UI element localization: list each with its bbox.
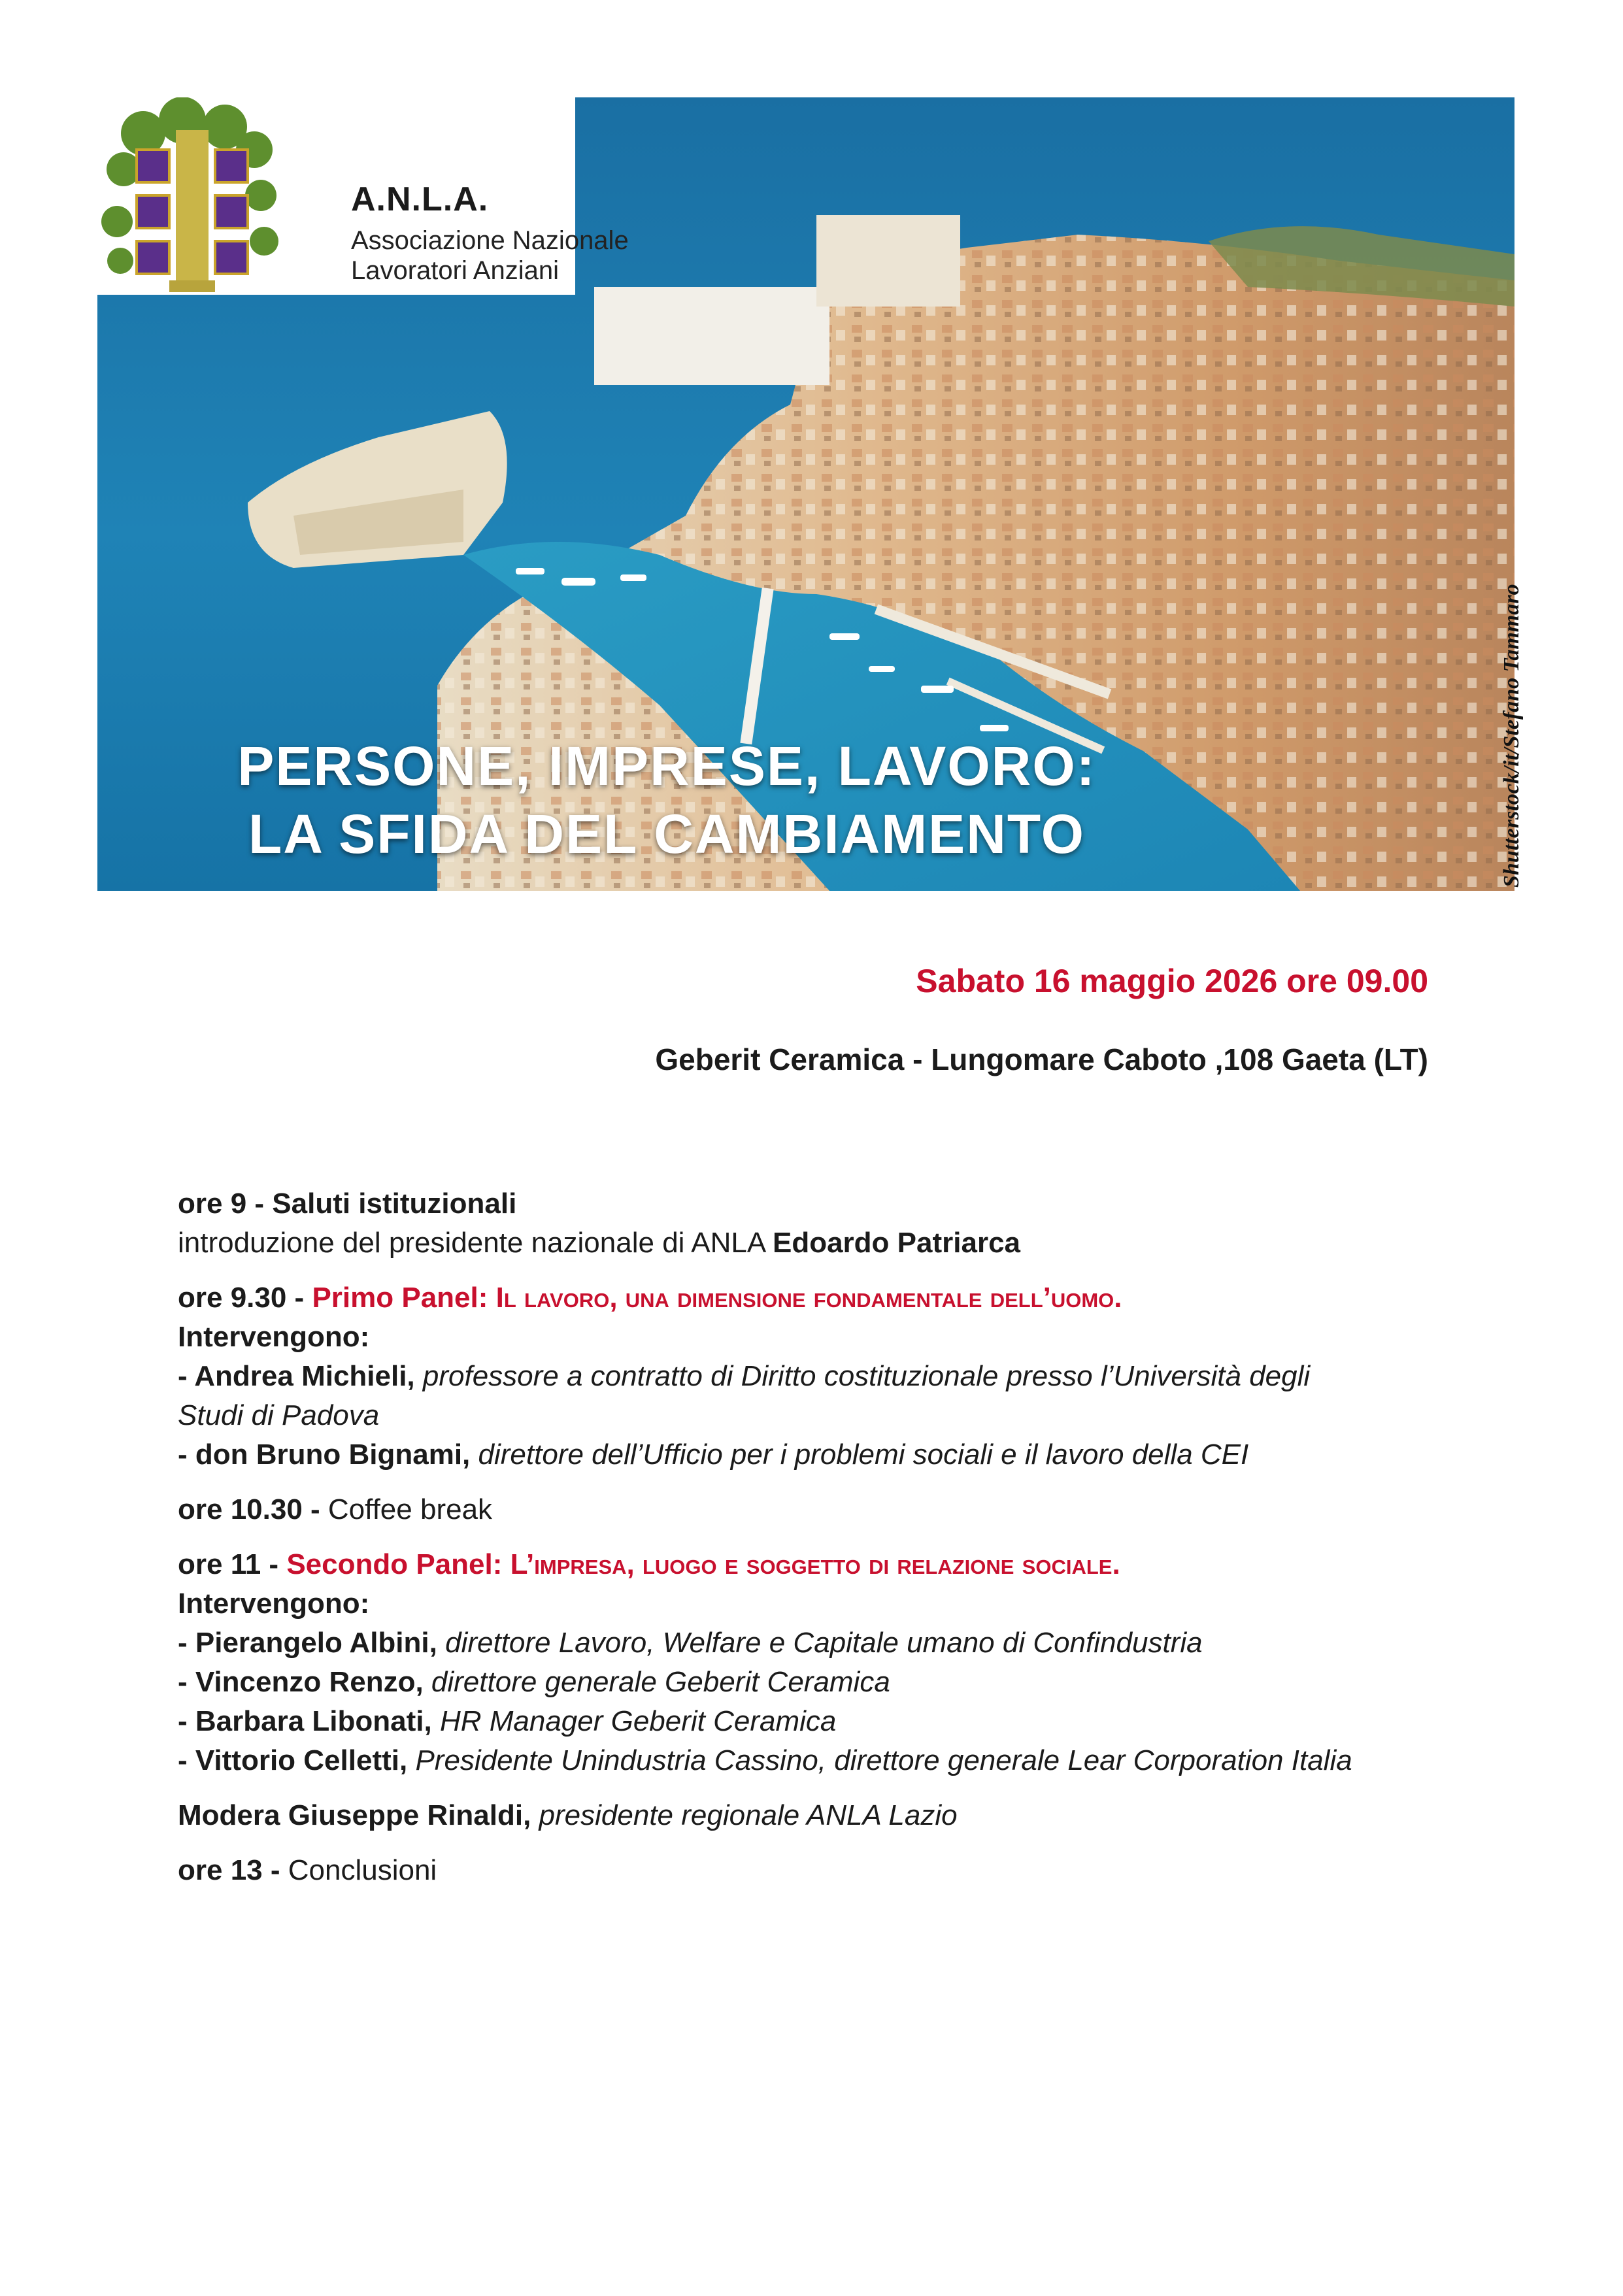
panel-label: Secondo Panel: — [286, 1548, 510, 1580]
program-item-saluti — [178, 1184, 1485, 1223]
program-time: ore 9 - — [178, 1188, 273, 1220]
speaker-barbara-libonati — [178, 1702, 1485, 1741]
program-time: ore 10.30 - — [178, 1493, 328, 1525]
speakers-label: Intervengono: — [178, 1321, 370, 1353]
program-title: Saluti istituzionali — [272, 1188, 517, 1220]
anla-tree-emblem-icon — [97, 97, 287, 295]
program-time: ore 13 - — [178, 1854, 288, 1886]
moderator-line — [178, 1796, 1485, 1835]
headline-line-2: LA SFIDA DEL CAMBIAMENTO — [248, 803, 1085, 865]
speakers-label: Intervengono: — [178, 1588, 370, 1620]
intro-speaker-name: Edoardo Patriarca — [772, 1227, 1021, 1259]
logo-name-line-1: Associazione Nazionale — [351, 226, 629, 255]
panel-label: Primo Panel: — [312, 1282, 496, 1314]
program-time: ore 11 - — [178, 1548, 287, 1580]
event-venue: Geberit Ceramica - Lungomare Caboto ,108 Gaeta (LT) — [655, 1042, 1428, 1076]
program-time: ore 9.30 - — [178, 1282, 312, 1314]
event-headline — [144, 732, 1190, 868]
speaker-role: HR Manager Geberit Ceramica — [431, 1705, 837, 1737]
moderator-name: Modera Giuseppe Rinaldi, — [178, 1799, 531, 1831]
speaker-name: - Barbara Libonati, — [178, 1705, 432, 1737]
logo-name-line-2: Lavoratori Anziani — [351, 256, 559, 285]
speaker-role: direttore dell’Ufficio per i problemi sociali e il lavoro della CEI — [470, 1439, 1249, 1471]
speaker-name: - Vittorio Celletti, — [178, 1744, 408, 1776]
program-title: Conclusioni — [288, 1854, 437, 1886]
program-item-conclusioni — [178, 1851, 1485, 1890]
speaker-vincenzo-renzo — [178, 1663, 1485, 1702]
speaker-name: - Pierangelo Albini, — [178, 1627, 437, 1659]
anla-logo-block — [97, 97, 629, 295]
speaker-name: - Vincenzo Renzo, — [178, 1666, 424, 1698]
speaker-name: - Andrea Michieli, — [178, 1360, 415, 1392]
panel-title: L’impresa, luogo e soggetto di relazione sociale. — [510, 1548, 1120, 1580]
logo-abbreviation: A.N.L.A. — [351, 180, 489, 218]
program-item-secondo-panel — [178, 1545, 1485, 1584]
intro-text: introduzione del presidente nazionale di ANLA — [178, 1227, 773, 1259]
speaker-role: direttore Lavoro, Welfare e Capitale umano di Confindustria — [437, 1627, 1203, 1659]
speaker-role: professore a contratto di Diritto costituzionale presso l’Università degli — [414, 1360, 1311, 1392]
speaker-andrea-michieli — [178, 1357, 1485, 1396]
speaker-bruno-bignami — [178, 1435, 1485, 1474]
headline-line-1: PERSONE, IMPRESE, LAVORO: — [237, 735, 1096, 797]
event-program — [178, 1184, 1485, 1890]
moderator-role: presidente regionale ANLA Lazio — [531, 1799, 958, 1831]
photo-credit: Shutterstock/it/Stefano Tammaro — [1499, 584, 1524, 888]
panel-title: Il lavoro, una dimensione fondamentale dell’uomo. — [495, 1282, 1122, 1314]
speaker-name: - don Bruno Bignami, — [178, 1439, 471, 1471]
speaker-role-continued: Studi di Padova — [178, 1399, 380, 1431]
event-date: Sabato 16 maggio 2026 ore 09.00 — [916, 963, 1428, 999]
program-item-coffee-break — [178, 1490, 1485, 1529]
program-intro-line — [178, 1223, 1485, 1263]
speaker-vittorio-celletti — [178, 1741, 1485, 1780]
speaker-role: direttore generale Geberit Ceramica — [423, 1666, 890, 1698]
speaker-role: Presidente Unindustria Cassino, direttore generale Lear Corporation Italia — [407, 1744, 1352, 1776]
program-item-primo-panel — [178, 1278, 1485, 1318]
program-title: Coffee break — [327, 1493, 493, 1525]
speaker-pierangelo-albini — [178, 1623, 1485, 1663]
